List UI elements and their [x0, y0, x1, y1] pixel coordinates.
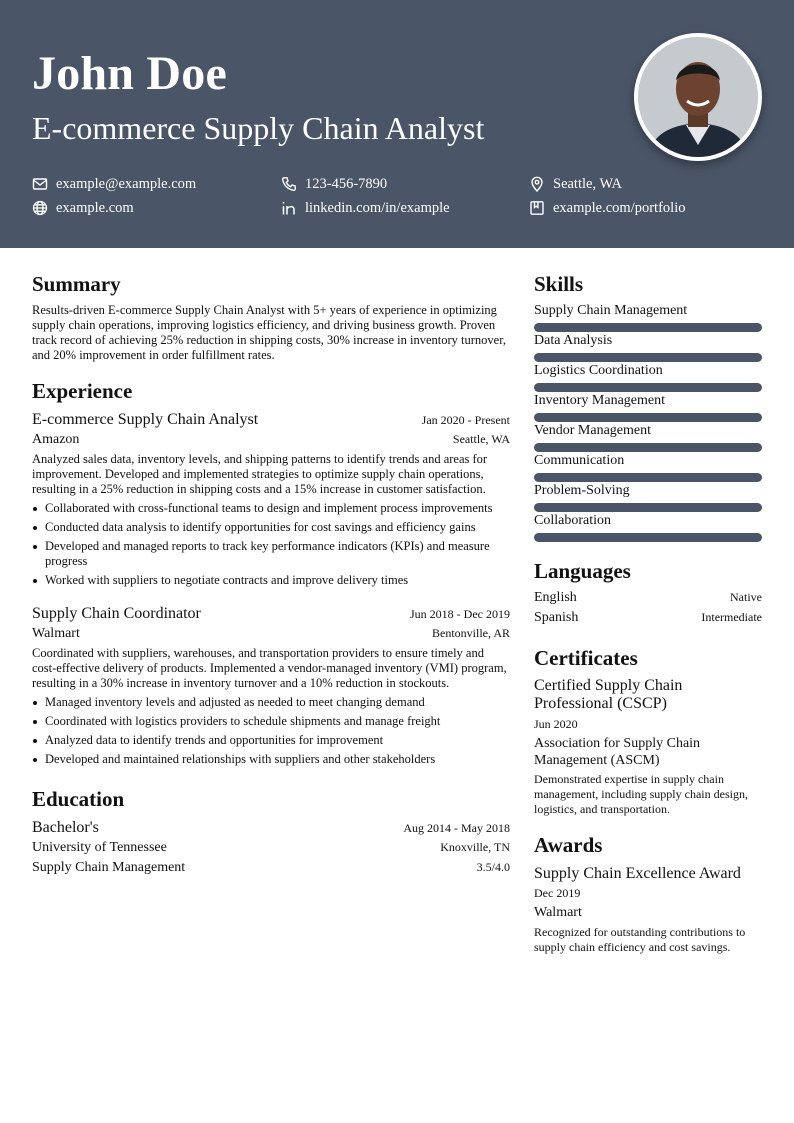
job-2-company: Walmart	[32, 626, 80, 641]
skill-bar	[534, 383, 762, 392]
job-2-location: Bentonville, AR	[432, 626, 510, 640]
certificate-description: Demonstrated expertise in supply chain management, including supply chain design, logistics, and transportation.	[534, 772, 748, 816]
job-1-company-row	[32, 431, 510, 449]
awards-heading: Awards	[534, 833, 603, 857]
certificate-name: Certified Supply Chain Professional (CSCP)	[534, 677, 683, 712]
language-row	[534, 609, 762, 627]
skill-label: Supply Chain Management	[534, 303, 688, 318]
skill-label: Data Analysis	[534, 333, 613, 348]
skill-label: Vendor Management	[534, 423, 652, 438]
contact-website[interactable]	[32, 199, 134, 217]
job-1-description: Analyzed sales data, inventory levels, and shipping patterns to identify trends and areas for improvement. Developed and implemented strategies to optimize supply chain operations, resulting in a 25% reduction in shipping costs and a 15% increase in customer satisfaction.	[32, 452, 488, 496]
skill-bar	[534, 353, 762, 362]
contact-website-text: example.com	[56, 200, 134, 216]
contact-portfolio-text: example.com/portfolio	[553, 200, 686, 216]
list-item: Conducted data analysis to identify opportunities for cost savings and efficiency gains	[32, 520, 510, 535]
job-1-dates: Jan 2020 - Present	[421, 413, 510, 427]
skill-bar	[534, 443, 762, 452]
job-1-company: Amazon	[32, 432, 80, 447]
certificates-heading: Certificates	[534, 646, 638, 670]
skill-label: Logistics Coordination	[534, 363, 663, 378]
award-description: Recognized for outstanding contributions to supply chain efficiency and cost savings.	[534, 925, 746, 954]
list-item: Analyzed data to identify trends and opportunities for improvement	[32, 733, 510, 748]
skill-bar	[534, 473, 762, 482]
job-2-header	[32, 604, 510, 624]
skill-label: Communication	[534, 453, 625, 468]
resume-header	[0, 0, 794, 248]
location-icon	[529, 176, 545, 192]
contact-location-text: Seattle, WA	[553, 176, 622, 192]
education-gpa: 3.5/4.0	[476, 860, 510, 874]
list-item: Managed inventory levels and adjusted as needed to meet changing demand	[32, 695, 510, 710]
list-item: Developed and managed reports to track key performance indicators (KPIs) and measure progress	[32, 539, 510, 569]
skills-heading: Skills	[534, 272, 584, 296]
contact-email-text: example@example.com	[56, 176, 197, 192]
job-1-location: Seattle, WA	[452, 432, 510, 446]
contact-email[interactable]	[32, 175, 196, 193]
contact-linkedin-text: linkedin.com/in/example	[305, 200, 450, 216]
summary-text: Results-driven E-commerce Supply Chain Analyst with 5+ years of experience in optimizing supply chain operations, improving logistics efficiency, and driving business growth. Proven track record of achieving 25% reduction in shipping costs, 30% increase in inventory turnover, and 20% improvement in order fulfillment rates.	[32, 303, 507, 362]
portfolio-icon	[529, 200, 545, 216]
education-degree: Bachelor's	[32, 819, 99, 836]
candidate-name: John Doe	[32, 47, 227, 100]
skill-label: Problem-Solving	[534, 483, 630, 498]
job-2-bullets	[32, 695, 510, 771]
languages-heading: Languages	[534, 559, 631, 583]
job-2-description: Coordinated with suppliers, warehouses, and transportation providers to ensure timely and cost-effective delivery of products. Implemented a vendor-managed inventory (VMI) program, resulting in a 30% increase in inventory turnover and a 10% reduction in stockouts.	[32, 646, 507, 690]
skill-bar	[534, 533, 762, 542]
contact-location	[529, 175, 622, 193]
job-2-dates: Jun 2018 - Dec 2019	[410, 607, 510, 621]
mail-icon	[32, 176, 48, 192]
job-2-title: Supply Chain Coordinator	[32, 605, 201, 622]
contact-linkedin[interactable]	[281, 199, 450, 217]
skill-bar	[534, 413, 762, 422]
job-1-title: E-commerce Supply Chain Analyst	[32, 411, 259, 428]
profile-photo	[634, 33, 762, 161]
skill-label: Collaboration	[534, 513, 611, 528]
education-school-row	[32, 839, 510, 857]
contact-portfolio[interactable]	[529, 199, 685, 217]
linkedin-icon	[281, 200, 297, 216]
experience-heading: Experience	[32, 379, 133, 403]
globe-icon	[32, 200, 48, 216]
award-issuer: Walmart	[534, 905, 582, 920]
phone-icon	[281, 176, 297, 192]
contact-phone-text: 123-456-7890	[305, 176, 388, 192]
education-field: Supply Chain Management	[32, 860, 186, 875]
language-level: Intermediate	[701, 610, 762, 624]
education-school: University of Tennessee	[32, 840, 167, 855]
certificate-issuer: Association for Supply Chain Management (ASCM)	[534, 736, 701, 768]
language-level: Native	[730, 590, 762, 604]
language-name: Spanish	[534, 610, 579, 625]
skill-bar	[534, 503, 762, 512]
education-degree-row	[32, 818, 510, 838]
contact-phone[interactable]	[281, 175, 387, 193]
certificate-date: Jun 2020	[534, 717, 578, 731]
award-date: Dec 2019	[534, 886, 581, 900]
skill-bar	[534, 323, 762, 332]
candidate-title: E-commerce Supply Chain Analyst	[32, 110, 485, 146]
list-item: Coordinated with logistics providers to schedule shipments and manage freight	[32, 714, 510, 729]
education-dates: Aug 2014 - May 2018	[403, 821, 510, 835]
language-row	[534, 589, 762, 607]
education-field-row	[32, 859, 510, 877]
job-1-header	[32, 410, 510, 430]
education-location: Knoxville, TN	[440, 840, 510, 854]
language-name: English	[534, 590, 577, 605]
list-item: Worked with suppliers to negotiate contracts and improve delivery times	[32, 573, 510, 588]
job-1-bullets	[32, 501, 510, 592]
list-item: Collaborated with cross-functional teams to design and implement process improvements	[32, 501, 510, 516]
education-heading: Education	[32, 787, 125, 811]
summary-heading: Summary	[32, 272, 121, 296]
list-item: Developed and maintained relationships with suppliers and other stakeholders	[32, 752, 510, 767]
job-2-company-row	[32, 625, 510, 643]
award-name: Supply Chain Excellence Award	[534, 865, 741, 882]
skill-label: Inventory Management	[534, 393, 666, 408]
